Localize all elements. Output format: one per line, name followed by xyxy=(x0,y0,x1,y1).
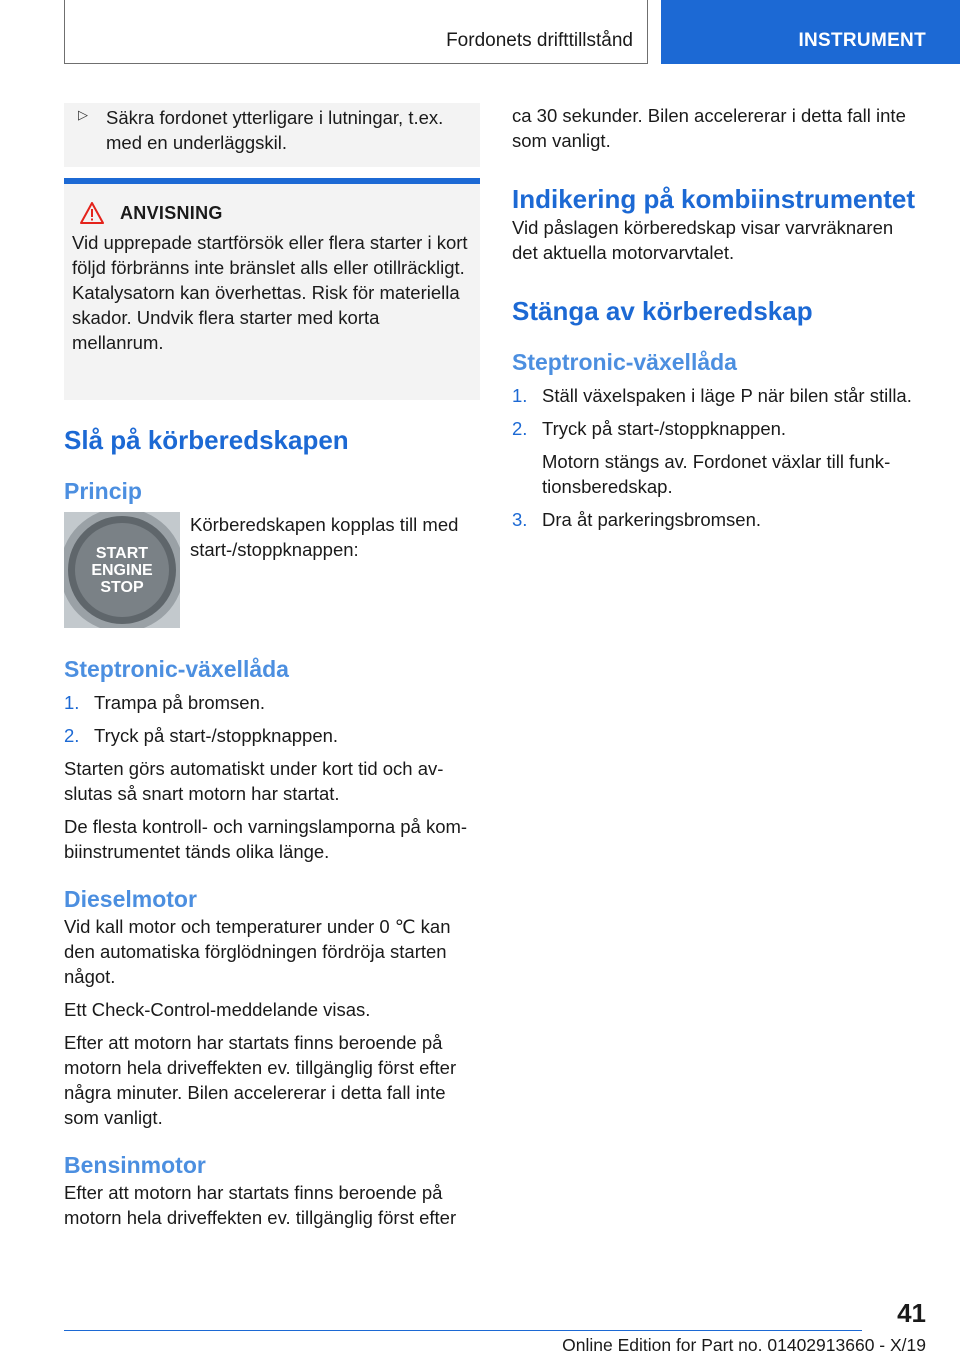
notice-title: ANVISNING xyxy=(120,202,223,223)
list-item xyxy=(512,383,922,408)
paragraph-lamps: De flesta kontroll- och varningslamporna på kombiinstrumentet tänds olika länge. xyxy=(64,816,468,862)
header-chapter-tab[interactable] xyxy=(661,0,960,64)
paragraph-start: Starten görs automatiskt under kort tid och avslutas så snart motorn har startat. xyxy=(64,758,444,804)
list-item xyxy=(64,690,480,715)
button-label-start: START xyxy=(95,545,149,562)
list-text: Trampa på bromsen. xyxy=(94,692,266,713)
heading-steptronic-off: Steptronic-växellåda xyxy=(512,349,737,375)
list-text: Tryck på start-/stoppknappen. xyxy=(94,725,339,746)
heading-principle: Princip xyxy=(64,478,142,504)
footer-edition: Online Edition for Part no. 01402913660 - X/19 xyxy=(562,1335,926,1355)
right-column xyxy=(512,103,922,540)
list-item xyxy=(512,416,922,441)
list-text: Dra åt parkeringsbromsen. xyxy=(542,509,762,530)
list-number: 1. xyxy=(64,692,80,713)
list-number: 3. xyxy=(512,509,528,530)
page-number: 41 xyxy=(897,1298,926,1328)
bullet-text: Säkra fordonet ytterligare i lutningar, t.ex. med en underläggskil. xyxy=(106,107,444,153)
heading-steptronic-on: Steptronic-växellåda xyxy=(64,656,289,682)
warning-icon xyxy=(80,202,104,224)
header-chapter-title: INSTRUMENT xyxy=(798,30,926,51)
list-number: 1. xyxy=(512,385,528,406)
paragraph-cluster: Vid påslagen körberedskap visar varvräknaren det aktuella motorvarvtalet. xyxy=(512,217,894,263)
footer-divider xyxy=(64,1330,862,1331)
left-column xyxy=(64,103,480,1238)
paragraph-diesel-3: Efter att motorn har startats finns beroende på motorn hela driveffekten ev. tillgänglig först efter några minuter. Bilen accelererar i detta fall inte som vanligt. xyxy=(64,1032,457,1128)
notice-text: Vid upprepade startförsök eller flera starter i kort följd förbränns inte bränslet alls eller otillräckligt. Katalysatorn kan överhettas. Risk för materiella skador. Undvik flera starter med korta mellanrum. xyxy=(72,232,468,353)
list-item xyxy=(512,507,922,532)
header-section-title: Fordonets drifttillstånd xyxy=(446,30,633,51)
paragraph-continued: ca 30 sekunder. Bilen accelererar i detta fall inte som vanligt. xyxy=(512,105,906,151)
list-text: Tryck på start-/stoppknappen. xyxy=(542,418,787,439)
notice-box xyxy=(64,178,480,400)
button-label-stop: STOP xyxy=(100,579,144,596)
list-item xyxy=(64,723,480,748)
principle-text: Körberedskapen kopplas till med start-/stoppknappen: xyxy=(190,514,459,560)
heading-petrol: Bensinmotor xyxy=(64,1152,206,1178)
paragraph-diesel-2: Ett Check-Control-meddelande visas. xyxy=(64,999,371,1020)
heading-turn-on: Slå på körberedskapen xyxy=(64,425,349,455)
heading-cluster: Indikering på kombiinstrumentet xyxy=(512,184,916,214)
step-2-note: Motorn stängs av. Fordonet växlar till funktionsberedskap. xyxy=(542,451,891,497)
list-text: Ställ växelspaken i läge P när bilen står stilla. xyxy=(542,385,912,406)
header-section-box xyxy=(64,0,648,64)
start-stop-button-image xyxy=(64,512,180,628)
heading-turn-off: Stänga av körberedskap xyxy=(512,296,813,326)
heading-diesel: Dieselmotor xyxy=(64,886,197,912)
paragraph-petrol-1: Efter att motorn har startats finns beroende på motorn hela driveffekten ev. tillgänglig först efter xyxy=(64,1182,457,1228)
triangle-bullet-icon: ▷ xyxy=(78,107,88,122)
list-number: 2. xyxy=(64,725,80,746)
button-label-engine: ENGINE xyxy=(91,562,153,579)
list-number: 2. xyxy=(512,418,528,439)
bullet-box xyxy=(64,103,480,167)
start-stop-button-icon xyxy=(64,512,180,628)
paragraph-diesel-1: Vid kall motor och temperaturer under 0 ℃ kan den automatiska förglödningen fördröja starten något. xyxy=(64,916,451,987)
